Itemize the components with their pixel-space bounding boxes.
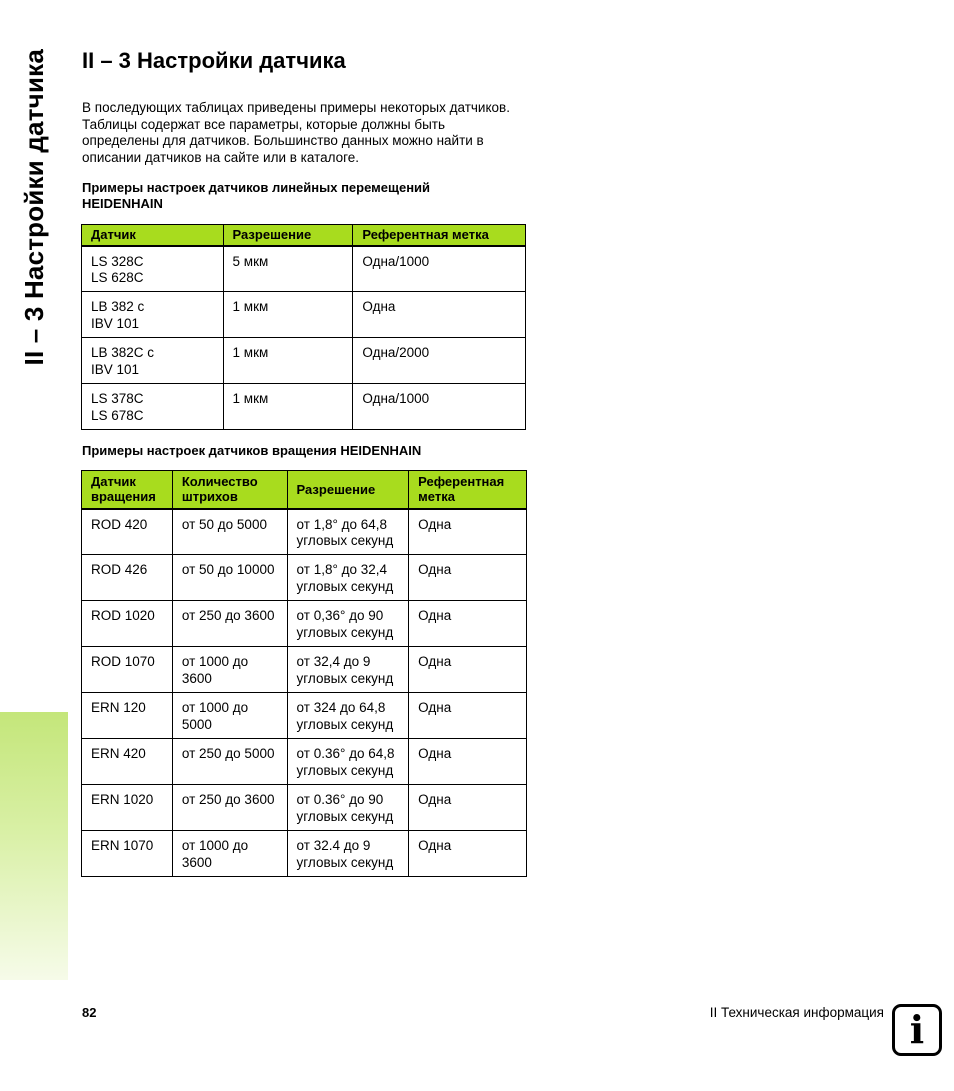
column-header: Датчик вращения bbox=[82, 471, 173, 509]
table-header-row bbox=[82, 225, 526, 246]
table-row bbox=[82, 785, 527, 831]
page-number: 82 bbox=[82, 1005, 97, 1020]
table-row bbox=[82, 509, 527, 555]
table-cell: ERN 1020 bbox=[82, 785, 173, 831]
rotary-encoder-table bbox=[81, 470, 527, 877]
table-header-row bbox=[82, 471, 527, 509]
table-cell: от 0.36° до 64,8 угловых секунд bbox=[287, 739, 409, 785]
info-icon-glyph: i bbox=[909, 1007, 925, 1052]
table-cell: от 1000 до 5000 bbox=[172, 693, 287, 739]
column-header: Разрешение bbox=[287, 471, 409, 509]
table-cell: Одна bbox=[353, 292, 526, 338]
table-cell: от 50 до 5000 bbox=[172, 509, 287, 555]
table-cell: 5 мкм bbox=[223, 246, 353, 292]
table-cell: Одна/2000 bbox=[353, 338, 526, 384]
table-cell: ROD 426 bbox=[82, 555, 173, 601]
table-row bbox=[82, 338, 526, 384]
side-tab-label: II – 3 Настройки датчика bbox=[18, 48, 49, 366]
table-cell: Одна bbox=[409, 739, 527, 785]
table-cell: от 1000 до 3600 bbox=[172, 831, 287, 877]
table-cell: от 1000 до 3600 bbox=[172, 647, 287, 693]
table-row bbox=[82, 693, 527, 739]
table-cell: LB 382 с IBV 101 bbox=[82, 292, 224, 338]
table-cell: от 0.36° до 90 угловых секунд bbox=[287, 785, 409, 831]
table-cell: от 250 до 3600 bbox=[172, 601, 287, 647]
table-cell: от 32,4 до 9 угловых секунд bbox=[287, 647, 409, 693]
table-cell: от 324 до 64,8 угловых секунд bbox=[287, 693, 409, 739]
linear-section-title: Примеры настроек датчиков линейных перемещений HEIDENHAIN bbox=[82, 180, 431, 211]
table-cell: ERN 120 bbox=[82, 693, 173, 739]
column-header: Разрешение bbox=[223, 225, 353, 246]
table-cell: от 1,8° до 32,4 угловых секунд bbox=[287, 555, 409, 601]
side-accent-bar bbox=[0, 712, 68, 980]
table-cell: от 0,36° до 90 угловых секунд bbox=[287, 601, 409, 647]
table-cell: 1 мкм bbox=[223, 338, 353, 384]
table-cell: Одна/1000 bbox=[353, 246, 526, 292]
table-row bbox=[82, 384, 526, 430]
table-cell: ERN 1070 bbox=[82, 831, 173, 877]
column-header: Количество штрихов bbox=[172, 471, 287, 509]
linear-encoder-table bbox=[81, 224, 526, 430]
table-cell: LS 328C LS 628C bbox=[82, 246, 224, 292]
table-cell: 1 мкм bbox=[223, 292, 353, 338]
table-cell: Одна bbox=[409, 647, 527, 693]
table-cell: Одна/1000 bbox=[353, 384, 526, 430]
column-header: Датчик bbox=[82, 225, 224, 246]
table-cell: ROD 1070 bbox=[82, 647, 173, 693]
table-cell: от 32.4 до 9 угловых секунд bbox=[287, 831, 409, 877]
table-cell: от 1,8° до 64,8 угловых секунд bbox=[287, 509, 409, 555]
side-tab-title bbox=[14, 48, 54, 366]
table-cell: от 50 до 10000 bbox=[172, 555, 287, 601]
table-cell: LS 378C LS 678C bbox=[82, 384, 224, 430]
table-row bbox=[82, 739, 527, 785]
table-row bbox=[82, 555, 527, 601]
table-cell: ERN 420 bbox=[82, 739, 173, 785]
table-row bbox=[82, 246, 526, 292]
table-cell: от 250 до 3600 bbox=[172, 785, 287, 831]
info-icon bbox=[892, 1004, 942, 1056]
column-header: Референтная метка bbox=[353, 225, 526, 246]
intro-paragraph: В последующих таблицах приведены примеры некоторых датчиков. Таблицы содержат все параметры, которые должны быть определены для датчиков. Большинство данных можно найти в описании датчиков на сайте или в каталоге. bbox=[82, 100, 510, 165]
table-row bbox=[82, 831, 527, 877]
table-cell: Одна bbox=[409, 601, 527, 647]
table-cell: Одна bbox=[409, 831, 527, 877]
table-cell: LB 382C с IBV 101 bbox=[82, 338, 224, 384]
table-cell: Одна bbox=[409, 785, 527, 831]
table-cell: от 250 до 5000 bbox=[172, 739, 287, 785]
table-cell: Одна bbox=[409, 509, 527, 555]
footer-section-name: II Техническая информация bbox=[709, 1005, 884, 1020]
table-row bbox=[82, 601, 527, 647]
table-row bbox=[82, 647, 527, 693]
table-cell: Одна bbox=[409, 555, 527, 601]
table-cell: Одна bbox=[409, 693, 527, 739]
table-cell: ROD 1020 bbox=[82, 601, 173, 647]
table-cell: ROD 420 bbox=[82, 509, 173, 555]
column-header: Референтная метка bbox=[409, 471, 527, 509]
table-cell: 1 мкм bbox=[223, 384, 353, 430]
rotary-section-title: Примеры настроек датчиков вращения HEIDENHAIN bbox=[82, 443, 422, 458]
table-row bbox=[82, 292, 526, 338]
page-title: II – 3 Настройки датчика bbox=[82, 48, 346, 73]
